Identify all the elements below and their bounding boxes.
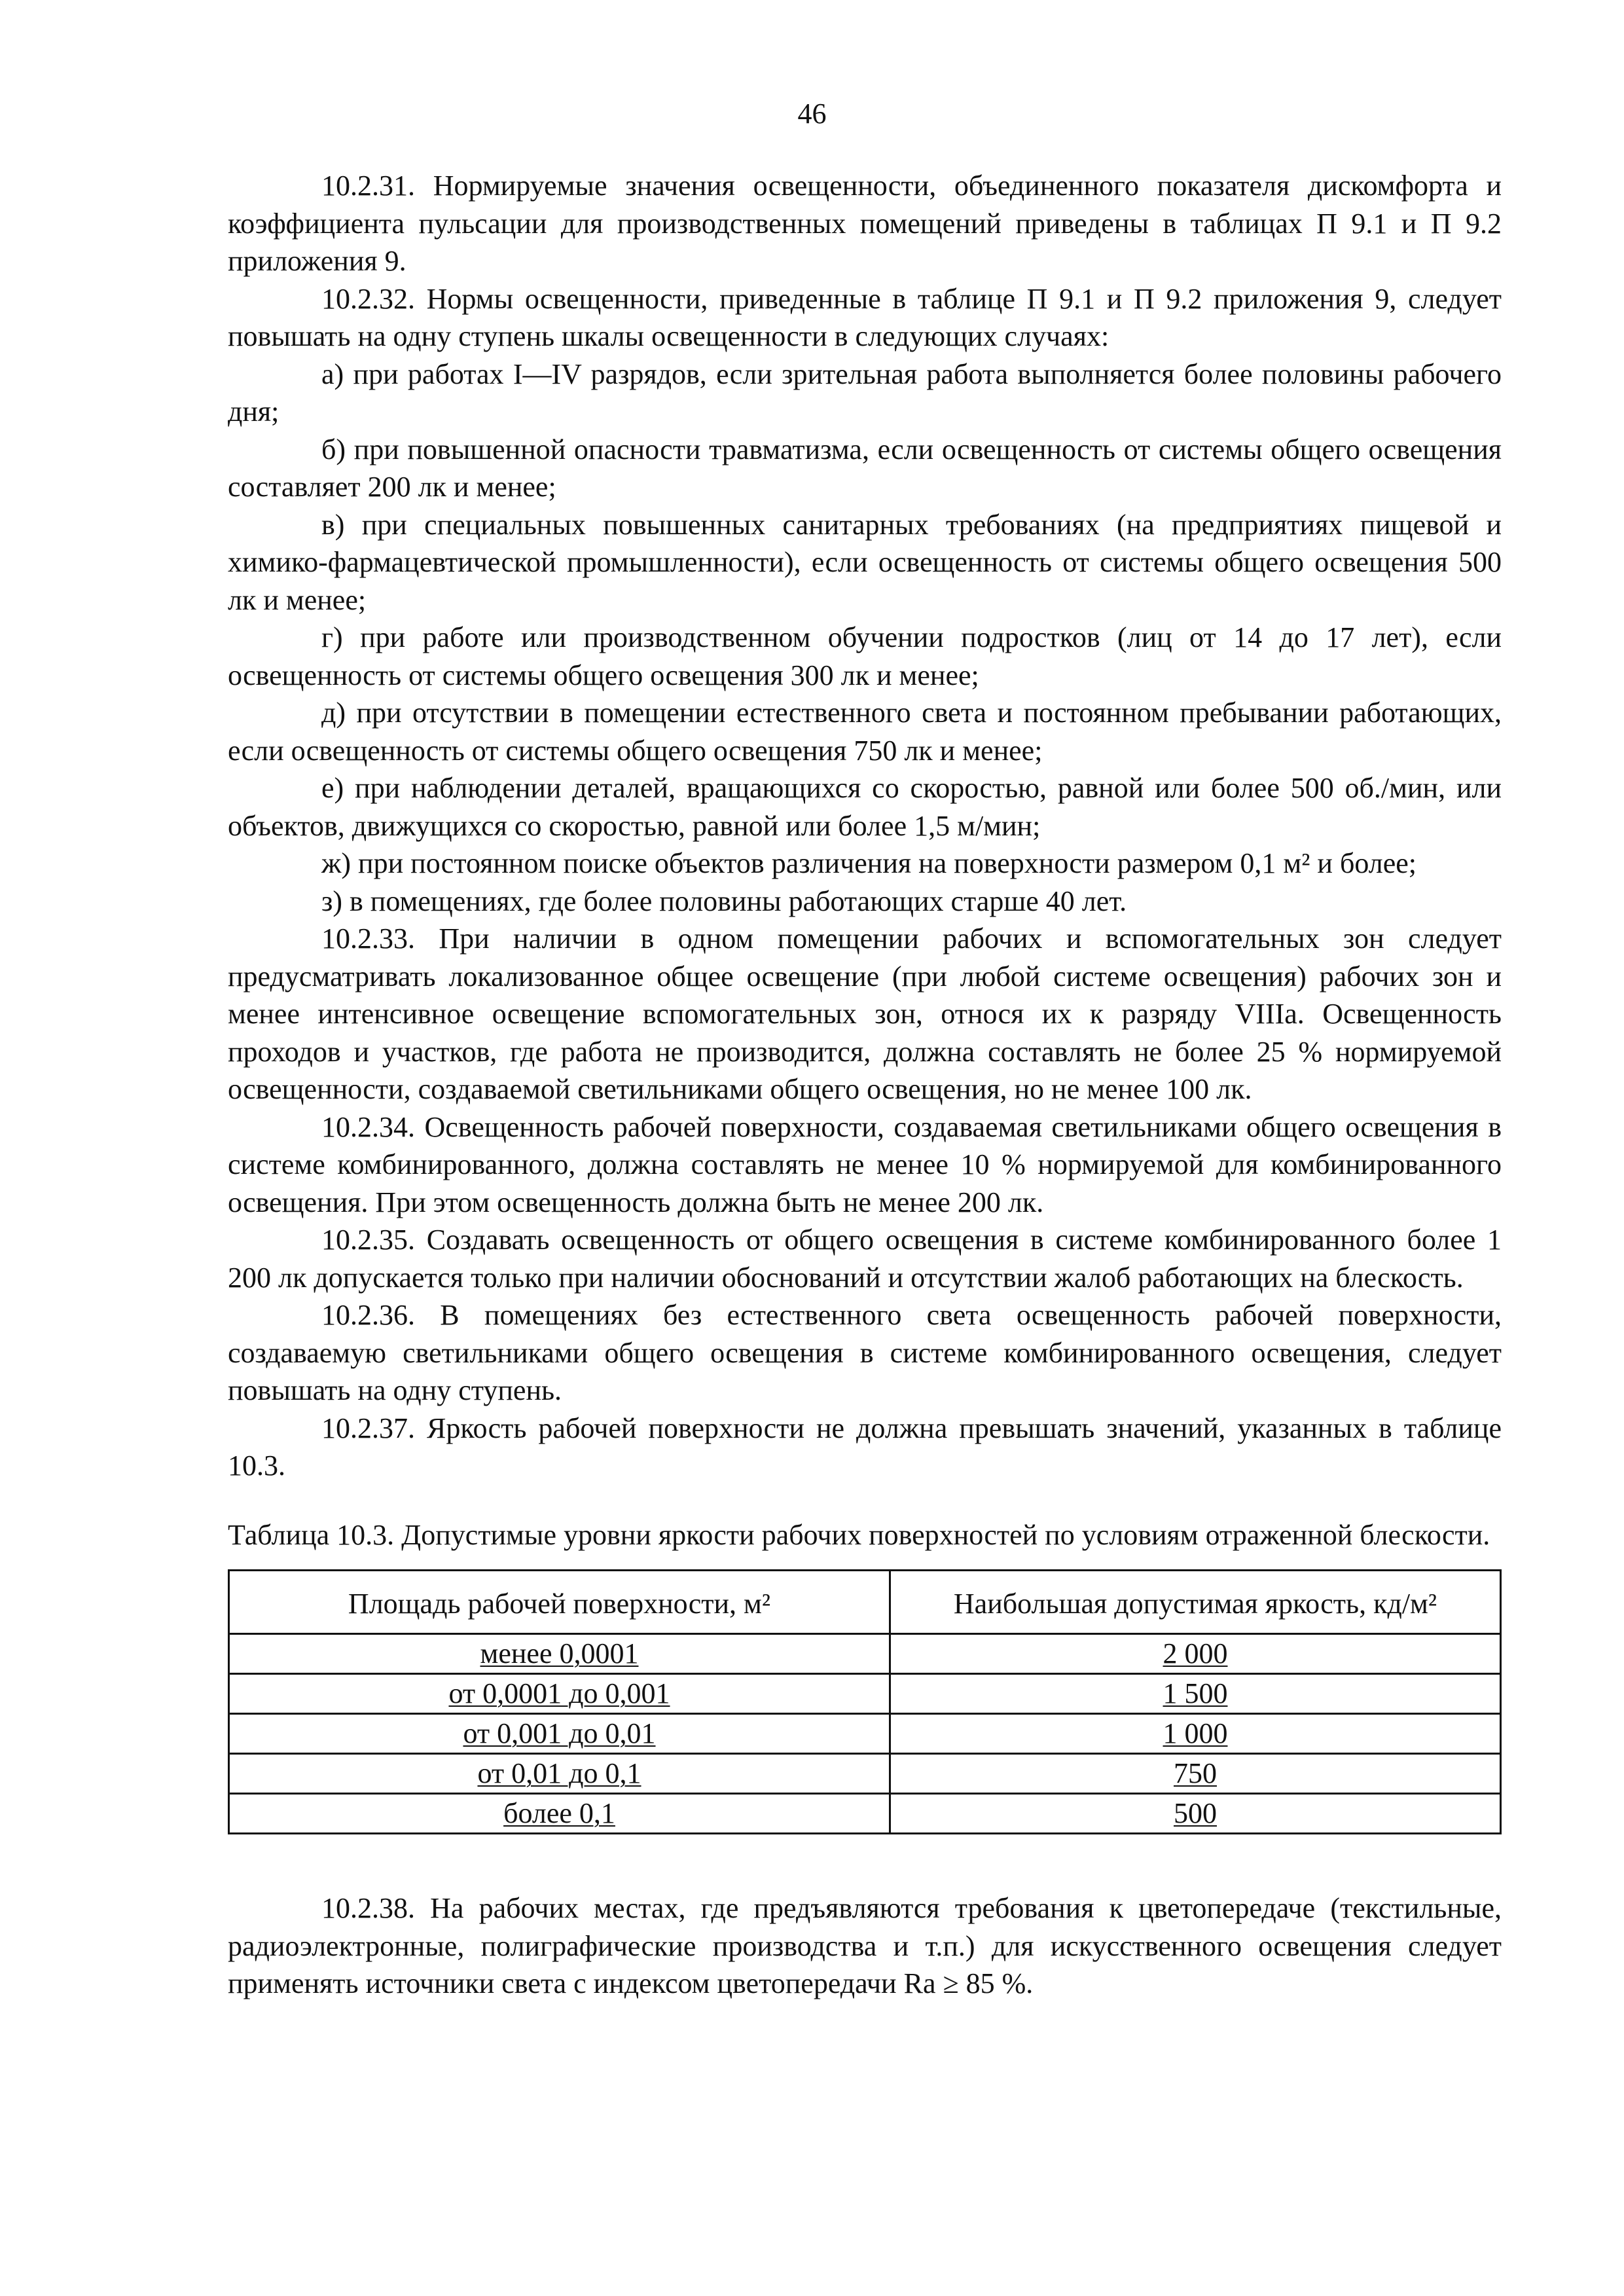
paragraph-10-2-34: 10.2.34. Освещенность рабочей поверхности, создаваемая светильниками общего освещения в системе комбинированного, должна составлять не менее 10 % нормируемой для комбинированного освещения. При этом освещенность должна быть не менее 200 лк. [228,1110,1502,1218]
table-header-row [229,1571,1501,1634]
cell-text: 750 [1174,1757,1217,1789]
list-item-a: а) при работах I—IV разрядов, если зрительная работа выполняется более половины рабочего дня; [228,357,1502,428]
table-cell-area [229,1674,890,1714]
paragraph-10-2-36: 10.2.36. В помещениях без естественного света освещенность рабочей поверхности, создаваемую светильниками общего освещения в системе комбинированного освещения, следует повышать на одну ступень. [228,1299,1502,1406]
list-item-v: в) при специальных повышенных санитарных требованиях (на предприятиях пищевой и химико-фармацевтической промышленности), если освещенность от системы общего освещения 500 лк и менее; [228,508,1502,616]
paragraph-10-2-32: 10.2.32. Нормы освещенности, приведенные в таблице П 9.1 и П 9.2 приложения 9, следует повышать на одну ступень шкалы освещенности в следующих случаях: [228,282,1502,352]
table-header-brightness: Наибольшая допустимая яркость, кд/м² [890,1571,1501,1634]
cell-text: 2 000 [1163,1637,1228,1669]
list-item-d: д) при отсутствии в помещении естественного света и постоянном пребывании работающих, если освещенность от системы общего освещения 750 лк и менее; [228,697,1502,767]
table-cell-area [229,1634,890,1674]
table-cell-area [229,1714,890,1754]
list-item-b: б) при повышенной опасности травматизма, если освещенность от системы общего освещения составляет 200 лк и менее; [228,433,1502,503]
table-row [229,1794,1501,1834]
cell-text: от 0,001 до 0,01 [463,1717,656,1749]
table-row [229,1674,1501,1714]
table-cell-brightness [890,1674,1501,1714]
paragraph-10-2-37: 10.2.37. Яркость рабочей поверхности не должна превышать значений, указанных в таблице 10.3. [228,1412,1502,1482]
brightness-table [228,1569,1502,1834]
table-cell-brightness [890,1794,1501,1834]
paragraph-10-2-33: 10.2.33. При наличии в одном помещении рабочих и вспомогательных зон следует предусматривать локализованное общее освещение (при любой системе освещения) рабочих зон и менее интенсивное освещение вспомогательных зон, относя их к разряду VIIIа. Освещенность проходов и участков, где работа не производится, должна составлять не более 25 % нормируемой освещенности, создаваемой светильниками общего освещения, но не менее 100 лк. [228,922,1502,1105]
cell-text: от 0,01 до 0,1 [477,1757,641,1789]
list-item-z: з) в помещениях, где более половины работающих старше 40 лет. [321,884,1127,917]
cell-text: более 0,1 [503,1797,615,1829]
table-row [229,1634,1501,1674]
paragraph-10-2-38: 10.2.38. На рабочих местах, где предъявляются требования к цветопередаче (текстильные, радиоэлектронные, полиграфические производства и т.п.) для искусственного освещения следует применять источники света с индексом цветопередачи Rа ≥ 85 %. [228,1892,1502,1999]
paragraph-10-2-35: 10.2.35. Создавать освещенность от общего освещения в системе комбинированного более 1 200 лк допускается только при наличии обоснований и отсутствии жалоб работающих на блескость. [228,1224,1502,1294]
paragraph-10-2-31: 10.2.31. Нормируемые значения освещенности, объединенного показателя дискомфорта и коэффициента пульсации для производственных помещений приведены в таблицах П 9.1 и П 9.2 приложения 9. [228,170,1502,277]
list-item-g: г) при работе или производственном обучении подростков (лиц от 14 до 17 лет), если освещенность от системы общего освещения 300 лк и менее; [228,621,1502,691]
document-body [228,167,1502,2003]
cell-text: менее 0,0001 [480,1637,639,1669]
table-cell-area [229,1754,890,1794]
table-cell-brightness [890,1754,1501,1794]
table-caption: Таблица 10.3. Допустимые уровни яркости рабочих поверхностей по условиям отраженной блескости. [228,1518,1490,1551]
cell-text: 1 000 [1163,1717,1228,1749]
table-header-area: Площадь рабочей поверхности, м² [229,1571,890,1634]
list-item-zh: ж) при постоянном поиске объектов различения на поверхности размером 0,1 м² и более; [321,847,1417,879]
cell-text: 500 [1174,1797,1217,1829]
list-item-e: е) при наблюдении деталей, вращающихся со скоростью, равной или более 500 об./мин, или объектов, движущихся со скоростью, равной или более 1,5 м/мин; [228,772,1502,842]
table-cell-brightness [890,1714,1501,1754]
cell-text: от 0,0001 до 0,001 [448,1677,670,1709]
table-cell-brightness [890,1634,1501,1674]
page-number: 46 [797,98,827,130]
cell-text: 1 500 [1163,1677,1228,1709]
table-row [229,1754,1501,1794]
table-cell-area [229,1794,890,1834]
table-row [229,1714,1501,1754]
